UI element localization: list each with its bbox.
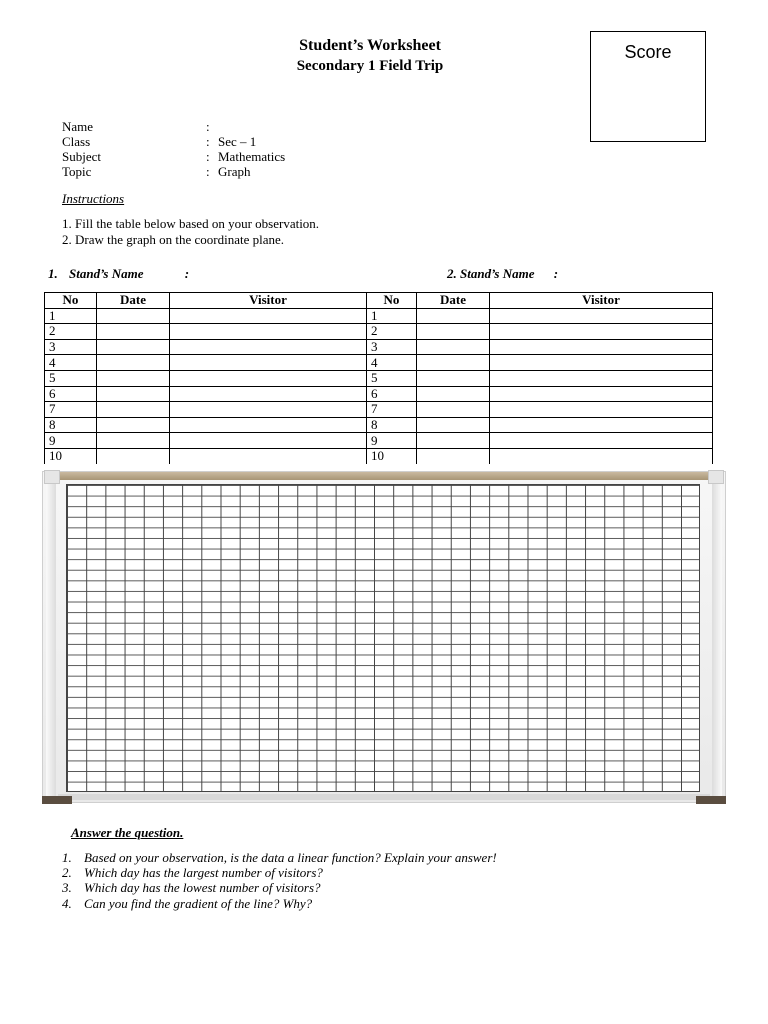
score-box[interactable] <box>590 31 706 142</box>
board-post-right <box>712 482 722 796</box>
instruction-item: 2. Draw the graph on the coordinate plane. <box>62 232 285 247</box>
date-cell[interactable] <box>97 339 170 355</box>
instructions-heading: Instructions <box>62 191 125 206</box>
visitor-cell[interactable] <box>170 355 367 371</box>
visitor-cell[interactable] <box>490 448 713 463</box>
observation-table <box>44 292 713 464</box>
info-row-class <box>62 134 256 149</box>
row-number: 5 <box>367 370 417 386</box>
question-number: 1. <box>62 850 72 865</box>
date-cell[interactable] <box>97 308 170 324</box>
column-header-date: Date <box>417 293 490 309</box>
question-text: Which day has the largest number of visitors? <box>84 865 323 880</box>
visitor-cell[interactable] <box>490 355 713 371</box>
info-label: Topic <box>62 164 92 179</box>
question-text: Can you find the gradient of the line? Why? <box>84 896 313 911</box>
table-row <box>45 386 713 402</box>
info-row-subject <box>62 149 285 164</box>
board-post-left <box>46 482 56 796</box>
table-row <box>45 417 713 433</box>
stand-name-1[interactable] <box>48 266 189 282</box>
row-number: 3 <box>45 339 97 355</box>
stand-colon: : <box>184 266 190 281</box>
visitor-cell[interactable] <box>490 324 713 340</box>
questions-heading: Answer the question. <box>71 825 184 840</box>
table-row <box>45 324 713 340</box>
table-row <box>45 355 713 371</box>
row-number: 6 <box>45 386 97 402</box>
column-header-no: No <box>45 293 97 309</box>
row-number: 2 <box>45 324 97 340</box>
date-cell[interactable] <box>97 370 170 386</box>
date-cell[interactable] <box>417 417 490 433</box>
date-cell[interactable] <box>97 355 170 371</box>
info-colon: : <box>206 164 210 179</box>
worksheet-title: Student’s Worksheet <box>299 37 441 54</box>
date-cell[interactable] <box>97 386 170 402</box>
row-number: 10 <box>367 448 417 463</box>
worksheet-subtitle: Secondary 1 Field Trip <box>296 58 444 74</box>
info-label: Name <box>62 119 94 134</box>
column-header-no: No <box>367 293 417 309</box>
row-number: 1 <box>45 308 97 324</box>
board-foot-left <box>42 796 72 804</box>
info-colon: : <box>206 134 210 149</box>
visitor-cell[interactable] <box>170 386 367 402</box>
date-cell[interactable] <box>417 355 490 371</box>
graph-board <box>42 466 726 806</box>
row-number: 5 <box>45 370 97 386</box>
visitor-cell[interactable] <box>490 433 713 449</box>
date-cell[interactable] <box>417 324 490 340</box>
row-number: 4 <box>367 355 417 371</box>
date-cell[interactable] <box>97 324 170 340</box>
question-item <box>62 896 312 912</box>
row-number: 9 <box>367 433 417 449</box>
question-item <box>62 865 323 881</box>
row-number: 7 <box>367 402 417 418</box>
row-number: 6 <box>367 386 417 402</box>
date-cell[interactable] <box>97 402 170 418</box>
table-header-row <box>45 293 713 309</box>
info-value: Graph <box>218 164 251 179</box>
visitor-cell[interactable] <box>490 417 713 433</box>
visitor-cell[interactable] <box>170 417 367 433</box>
board-cap-right <box>708 470 724 484</box>
info-row-name <box>62 119 218 134</box>
stand-colon: : <box>553 266 559 281</box>
visitor-cell[interactable] <box>490 386 713 402</box>
visitor-cell[interactable] <box>170 370 367 386</box>
info-row-topic <box>62 164 251 179</box>
table-row <box>45 433 713 449</box>
visitor-cell[interactable] <box>170 308 367 324</box>
date-cell[interactable] <box>417 308 490 324</box>
question-text: Based on your observation, is the data a linear function? Explain your answer! <box>84 850 497 865</box>
info-colon: : <box>206 149 210 164</box>
board-foot-right <box>696 796 726 804</box>
visitor-cell[interactable] <box>490 402 713 418</box>
info-value: Sec – 1 <box>218 134 257 149</box>
board-tray <box>58 794 710 800</box>
table-row <box>45 308 713 324</box>
question-text: Which day has the lowest number of visitors? <box>84 880 321 895</box>
date-cell[interactable] <box>417 433 490 449</box>
question-item <box>62 850 497 866</box>
visitor-cell[interactable] <box>170 324 367 340</box>
row-number: 2 <box>367 324 417 340</box>
info-value: Mathematics <box>218 149 286 164</box>
score-label: Score <box>624 42 672 62</box>
visitor-cell[interactable] <box>170 339 367 355</box>
row-number: 3 <box>367 339 417 355</box>
date-cell[interactable] <box>97 448 170 463</box>
question-item <box>62 880 321 896</box>
date-cell[interactable] <box>417 370 490 386</box>
visitor-cell[interactable] <box>490 339 713 355</box>
row-number: 10 <box>45 448 97 463</box>
instruction-item: 1. Fill the table below based on your observation. <box>62 216 320 231</box>
table-row <box>45 339 713 355</box>
question-number: 4. <box>62 896 72 911</box>
date-cell[interactable] <box>97 417 170 433</box>
stand-name-2[interactable] <box>447 266 558 282</box>
stand-number: 2. <box>447 266 457 281</box>
row-number: 8 <box>367 417 417 433</box>
visitor-cell[interactable] <box>170 402 367 418</box>
row-number: 4 <box>45 355 97 371</box>
stand-number: 1. <box>48 266 58 281</box>
visitor-cell[interactable] <box>170 433 367 449</box>
table-row <box>45 402 713 418</box>
stand-label: Stand’s Name <box>460 266 535 281</box>
visitor-cell[interactable] <box>170 448 367 463</box>
coordinate-grid[interactable] <box>66 484 700 792</box>
date-cell[interactable] <box>417 386 490 402</box>
column-header-date: Date <box>97 293 170 309</box>
visitor-cell[interactable] <box>490 308 713 324</box>
row-number: 9 <box>45 433 97 449</box>
date-cell[interactable] <box>417 402 490 418</box>
board-cap-left <box>44 470 60 484</box>
row-number: 7 <box>45 402 97 418</box>
row-number: 1 <box>367 308 417 324</box>
column-header-visitor: Visitor <box>170 293 367 309</box>
date-cell[interactable] <box>97 433 170 449</box>
question-number: 3. <box>62 880 72 895</box>
column-header-visitor: Visitor <box>490 293 713 309</box>
board-top-rail <box>56 472 712 480</box>
info-label: Class <box>62 134 91 149</box>
row-number: 8 <box>45 417 97 433</box>
date-cell[interactable] <box>417 448 490 463</box>
info-colon: : <box>206 119 210 134</box>
info-label: Subject <box>62 149 101 164</box>
date-cell[interactable] <box>417 339 490 355</box>
visitor-cell[interactable] <box>490 370 713 386</box>
stand-label: Stand’s Name <box>69 266 144 281</box>
table-row <box>45 370 713 386</box>
question-number: 2. <box>62 865 72 880</box>
table-row <box>45 448 713 463</box>
